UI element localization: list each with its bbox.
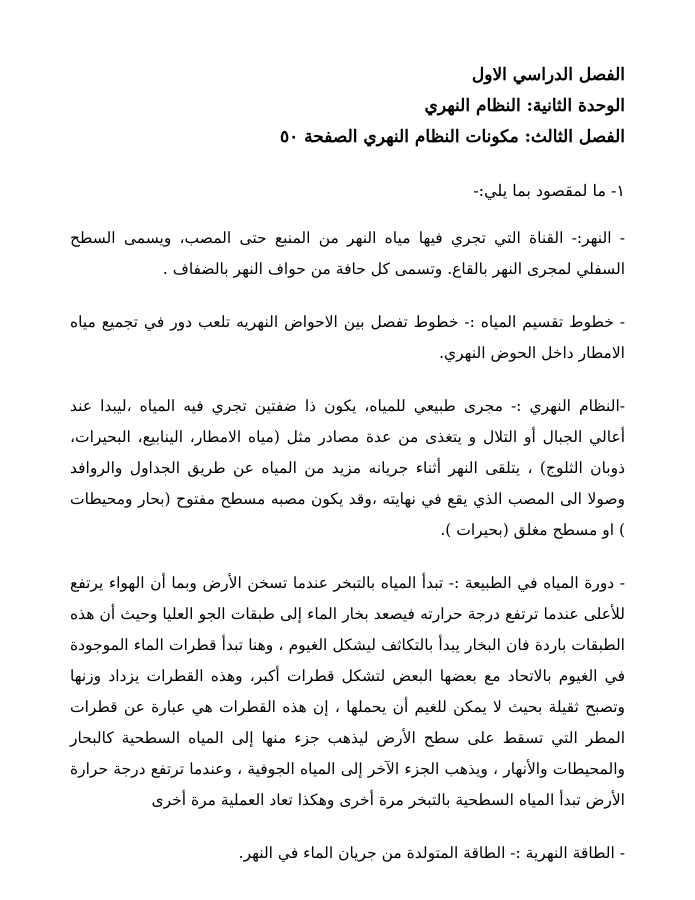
semester-heading: الفصل الدراسي الاول <box>471 65 625 85</box>
chapter-heading: الفصل الثالث: مكونات النظام النهري الصفحة ٥٠ <box>279 127 625 147</box>
definition-river-system: -النظام النهري :- مجرى طبيعي للمياه، يكون ذا ضفتين تجري فيه المياه ،ليبدا عند أعالي الجبال أو التلال و يتغذى من عدة مصادر مثل (مياه الامطار، الينابيع، البحيرات، ذوبان الثلوج) ، يتلقى النهر أثناء جريانه مزيد من المياه عن طريق الجداول والروافد وصولا الى المصب الذي يقع في نهايته ،وقد يكون مصبه مسطح مفتوح (بحار ومحيطات ) او مسطح مغلق (بحيرات ). <box>70 397 625 539</box>
definition-river-energy: - الطاقة النهرية :- الطاقة المتولدة من جريان الماء في النهر. <box>238 844 625 862</box>
definition-watershed-lines: - خطوط تقسيم المياه :- خطوط تفصل بين الاحواض النهريه تلعب دور في تجميع مياه الامطار داخل الحوض النهري. <box>70 313 625 362</box>
question-prompt: ١- ما لمقصود بما يلي:- <box>473 181 625 200</box>
unit-heading: الوحدة الثانية: النظام النهري <box>424 96 625 116</box>
definition-water-cycle: - دورة المياه في الطبيعة :- تبدأ المياه بالتبخر عندما تسخن الأرض وبما أن الهواء يرتفع للأعلى عندما ترتفع درجة حرارته فيصعد بخار الماء إلى طبقات الجو العليا وحيث أن هذه الطبقات باردة فان البخار يبدأ بالتكاثف ليشكل الغيوم ، وهنا تبدأ قطرات الماء الموجودة في الغيوم بالاتحاد مع بعضها البعض لتشكل قطرات أكبر، وهذه القطرات يزداد وزنها وتصبح ثقيلة بحيث لا يمكن للغيم أن يحملها ، إن هذه القطرات هي عبارة عن قطرات المطر التي تسقط على سطح الأرض ليذهب جزء منها إلى المياه السطحية كالبحار والمحيطات والأنهار ، ويذهب الجزء الآخر إلى المياه الجوفية ، وعندما ترتفع درجة حرارة الأرض تبدأ المياه السطحية بالتبخر مرة أخرى وهكذا تعاد العملية مرة أخرى <box>70 574 625 809</box>
definition-river: - النهر:- القناة التي تجري فيها مياه النهر من المنبع حتى المصب، ويسمى السطح السفلي لمجرى النهر بالقاع. وتسمى كل حافة من حواف النهر بالضفاف . <box>70 229 625 278</box>
